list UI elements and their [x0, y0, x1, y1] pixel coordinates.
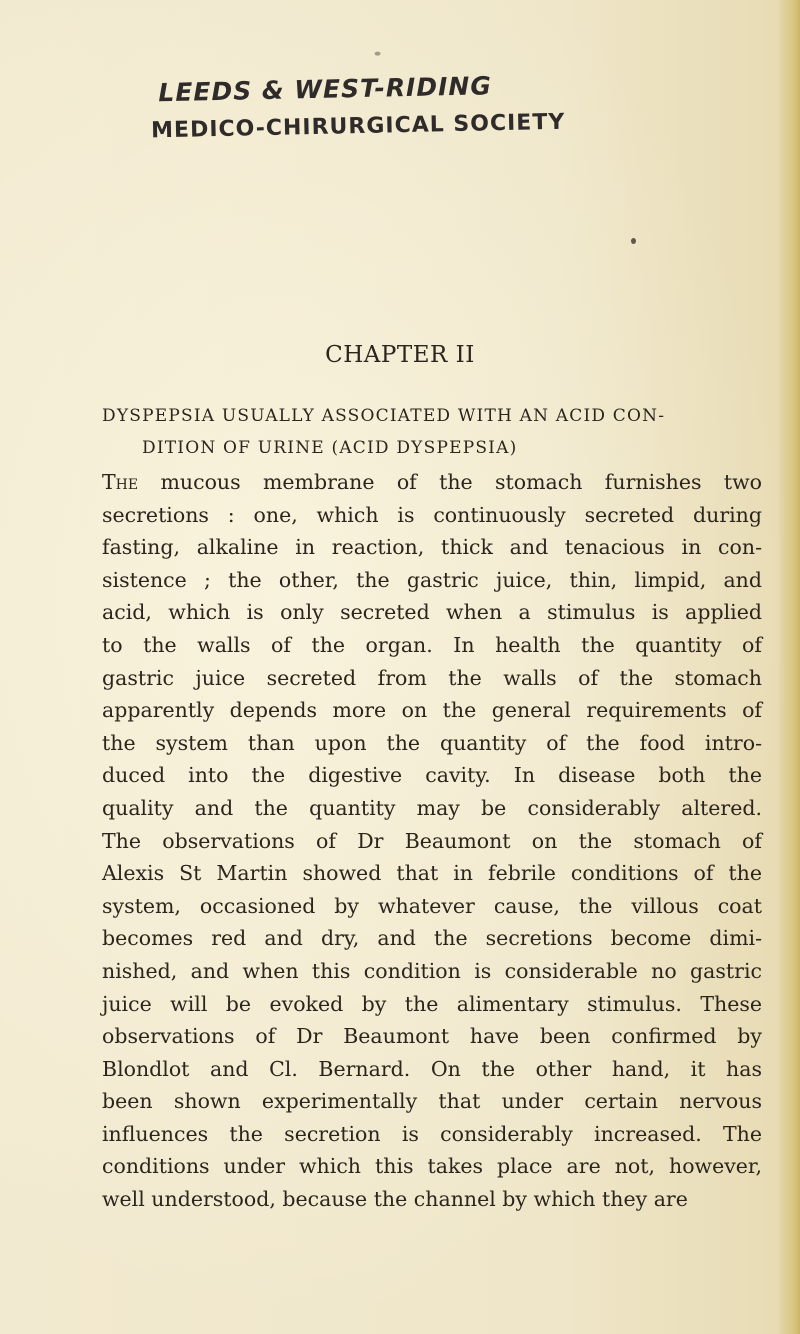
text-line: the system than upon the quantity of the food intro- — [102, 730, 762, 755]
lead-word: The — [102, 470, 139, 494]
text-line: becomes red and dry, and the secretions become dimi- — [102, 926, 762, 951]
text-line: fasting, alkaline in reaction, thick and tenacious in con- — [102, 535, 762, 560]
subtitle-line: DITION OF URINE (ACID DYSPEPSIA) — [142, 438, 518, 458]
text-line: observations of Dr Beaumont have been confirmed by — [102, 1024, 762, 1049]
text-line: Blondlot and Cl. Bernard. On the other hand, it has — [102, 1056, 762, 1081]
stamp-ink-mark — [375, 52, 381, 56]
text-line: sistence ; the other, the gastric juice, thin, limpid, and — [102, 567, 762, 592]
text-line: apparently depends more on the general requirements of — [102, 698, 762, 723]
text-line — [102, 466, 762, 499]
stamp-line-2: MEDICO-CHIRURGICAL SOCIETY — [150, 109, 566, 144]
text-line: quality and the quantity may be considerably altered. — [102, 795, 762, 820]
text-line: duced into the digestive cavity. In disease both the — [102, 763, 762, 788]
text-line: The observations of Dr Beaumont on the stomach of — [102, 828, 762, 853]
text-line-rest: mucous membrane of the stomach furnishes two — [138, 470, 762, 494]
text-line: conditions under which this takes place are not, however, — [102, 1154, 762, 1179]
library-stamp — [150, 70, 570, 144]
text-line: Alexis St Martin showed that in febrile conditions of the — [102, 861, 762, 886]
chapter-heading: CHAPTER II — [325, 342, 475, 368]
text-line: influences the secretion is considerably increased. The — [102, 1121, 762, 1146]
text-line: juice will be evoked by the alimentary stimulus. These — [102, 991, 762, 1016]
text-line: acid, which is only secreted when a stimulus is applied — [102, 600, 762, 625]
subtitle-line: DYSPEPSIA USUALLY ASSOCIATED WITH AN ACID CON- — [102, 406, 666, 426]
text-line: nished, and when this condition is considerable no gastric — [102, 958, 762, 983]
stamp-line-1: LEEDS & WEST-RIDING — [158, 71, 493, 108]
chapter-subtitle — [102, 400, 742, 464]
paper-speck — [631, 238, 636, 244]
text-line: been shown experimentally that under certain nervous — [102, 1089, 762, 1114]
text-line: secretions : one, which is continuously secreted during — [102, 502, 762, 527]
text-line: system, occasioned by whatever cause, the villous coat — [102, 893, 762, 918]
text-line: to the walls of the organ. In health the quantity of — [102, 632, 762, 657]
page-edge-shadow — [778, 0, 800, 1334]
text-line: gastric juice secreted from the walls of the stomach — [102, 665, 762, 690]
text-line: well understood, because the channel by which they are — [102, 1187, 688, 1212]
body-paragraph — [102, 466, 762, 1216]
